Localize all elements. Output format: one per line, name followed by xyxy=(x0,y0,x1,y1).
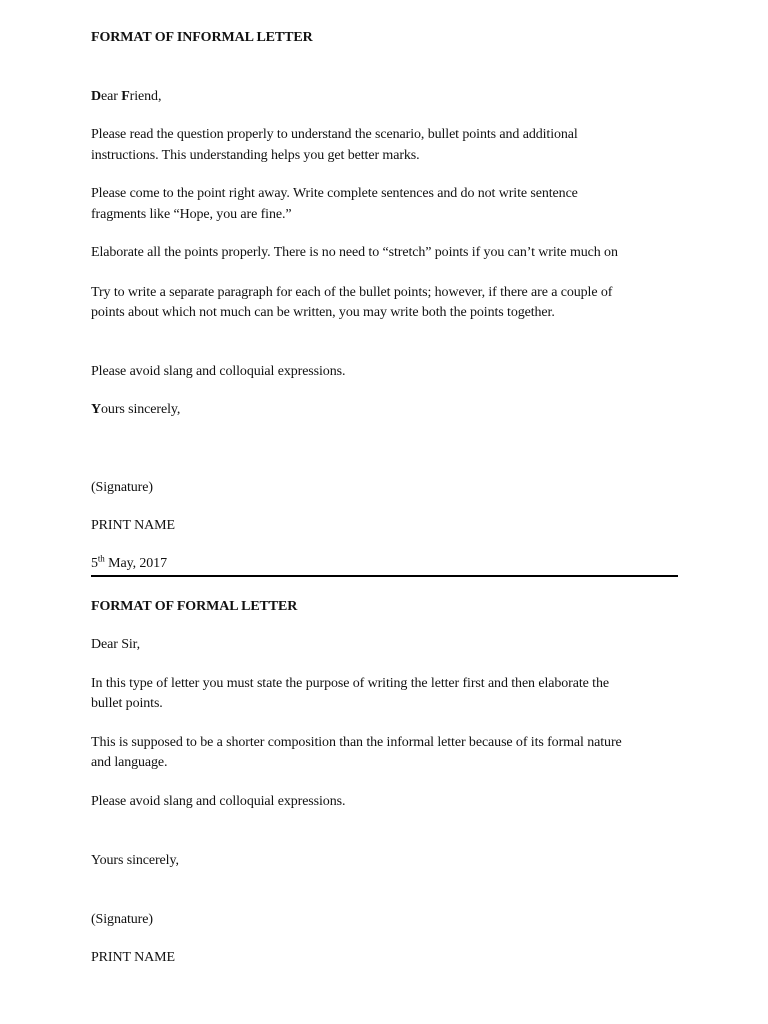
informal-salutation xyxy=(91,87,161,107)
formal-print-name: PRINT NAME xyxy=(91,950,175,965)
informal-paragraph-2-line-2: fragments like “Hope, you are fine.” xyxy=(91,207,292,222)
date-day: 5 xyxy=(91,556,98,571)
section-divider xyxy=(91,575,678,577)
date-suffix: th xyxy=(97,553,105,564)
formal-paragraph-3-line-1: Please avoid slang and colloquial expressions. xyxy=(91,794,346,809)
salutation-text-b: riend, xyxy=(129,89,162,104)
informal-paragraph-4-line-2: points about which not much can be written, you may write both the points together. xyxy=(91,305,555,320)
informal-paragraph-5-line-1: Please avoid slang and colloquial expressions. xyxy=(91,364,346,379)
informal-paragraph-1-line-2: instructions. This understanding helps you get better marks. xyxy=(91,148,420,163)
date-rest: May, 2017 xyxy=(104,556,167,571)
formal-paragraph-2-line-2: and language. xyxy=(91,755,168,770)
salutation-initial-d: D xyxy=(91,89,102,104)
formal-salutation: Dear Sir, xyxy=(91,637,141,652)
formal-paragraph-2-line-1: This is supposed to be a shorter composition than the informal letter because of its formal nature xyxy=(91,735,622,750)
formal-paragraph-1-line-2: bullet points. xyxy=(91,696,163,711)
informal-paragraph-4-line-1: Try to write a separate paragraph for each of the bullet points; however, if there are a couple of xyxy=(91,285,613,300)
informal-paragraph-2-line-1: Please come to the point right away. Write complete sentences and do not write sentence xyxy=(91,186,578,201)
formal-paragraph-1-line-1: In this type of letter you must state the purpose of writing the letter first and then elaborate the xyxy=(91,676,609,691)
informal-closing xyxy=(91,400,180,420)
informal-paragraph-1-line-1: Please read the question properly to understand the scenario, bullet points and additional xyxy=(91,127,578,142)
closing-text: ours sincerely, xyxy=(101,402,181,417)
formal-letter-heading: FORMAT OF FORMAL LETTER xyxy=(91,599,298,614)
closing-initial-y: Y xyxy=(91,402,102,417)
formal-signature: (Signature) xyxy=(91,912,153,927)
informal-signature: (Signature) xyxy=(91,480,153,495)
informal-letter-heading: FORMAT OF INFORMAL LETTER xyxy=(91,30,313,45)
salutation-text-a: ear xyxy=(101,89,122,104)
informal-paragraph-3-line-1: Elaborate all the points properly. There is no need to “stretch” points if you can’t write much on xyxy=(91,245,618,260)
informal-print-name: PRINT NAME xyxy=(91,518,175,533)
salutation-initial-f: F xyxy=(121,89,130,104)
informal-date xyxy=(91,554,167,574)
formal-closing: Yours sincerely, xyxy=(91,853,179,868)
